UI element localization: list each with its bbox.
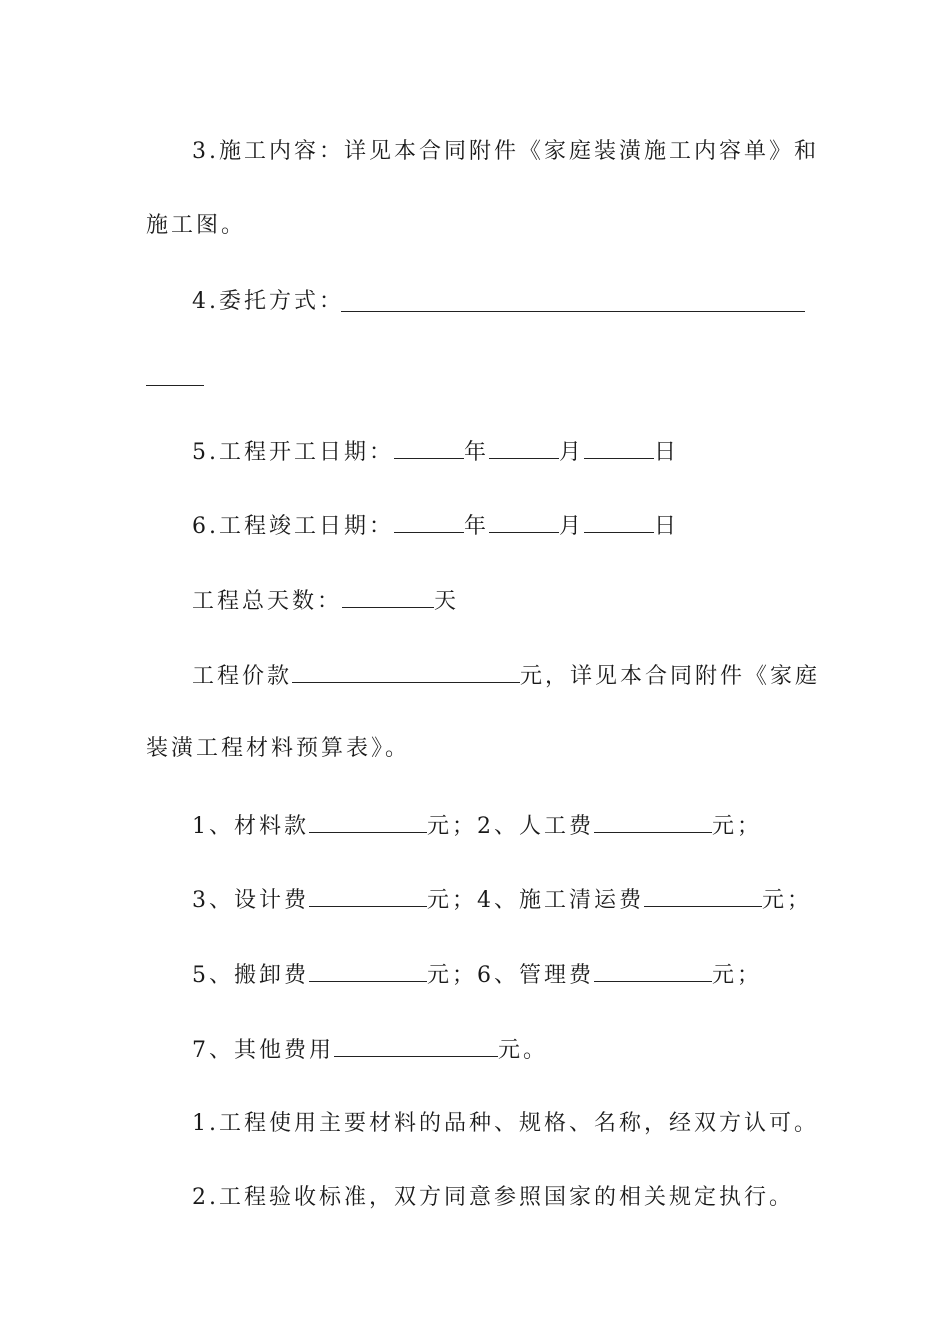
acceptance-clause-2-text: 2.工程验收标准，双方同意参照国家的相关规定执行。 [192, 1185, 794, 1210]
fee-row-2 [192, 884, 812, 916]
fee-unit: 元； [712, 963, 763, 988]
day-label: 日 [654, 514, 680, 539]
clause-3-cont-text: 施工图。 [146, 213, 247, 238]
clause-3-construction-content [192, 137, 819, 167]
end-day-blank[interactable] [584, 510, 654, 533]
fee-row-3 [192, 959, 762, 991]
entrust-method-blank[interactable] [341, 311, 805, 312]
entrust-method-blank-continued[interactable] [146, 385, 204, 386]
year-label: 年 [464, 440, 490, 465]
moving-fee-label: 5、搬卸费 [192, 963, 309, 988]
clause-4-label: 4.委托方式： [192, 289, 344, 314]
materials-clause-1-text: 1.工程使用主要材料的品种、规格、名称，经双方认可。 [192, 1111, 819, 1136]
management-fee-label: 元；6、管理费 [427, 963, 594, 988]
other-fee-blank[interactable] [334, 1034, 498, 1057]
month-label: 月 [559, 440, 585, 465]
project-price-blank[interactable] [292, 660, 520, 683]
fee-unit: 元； [712, 814, 763, 839]
total-days-blank[interactable] [342, 585, 434, 608]
project-price-suffix: 元，详见本合同附件《家庭 [520, 664, 821, 689]
end-month-blank[interactable] [489, 510, 559, 533]
material-fee-blank[interactable] [309, 810, 427, 833]
total-days-line [192, 585, 459, 617]
design-fee-blank[interactable] [309, 884, 427, 907]
project-price-continuation [146, 734, 410, 764]
clause-3-text: 3.施工内容：详见本合同附件《家庭装潢施工内容单》和 [192, 139, 819, 164]
fee-row-1 [192, 810, 762, 842]
start-month-blank[interactable] [489, 436, 559, 459]
project-price-line [192, 660, 820, 692]
start-day-blank[interactable] [584, 436, 654, 459]
labor-fee-label: 元；2、人工费 [427, 814, 594, 839]
cleanup-fee-label: 元；4、施工清运费 [427, 888, 644, 913]
materials-clause-1 [192, 1109, 819, 1139]
budget-table-ref: 装潢工程材料预算表》。 [146, 736, 411, 761]
fee-unit-end: 元。 [498, 1038, 549, 1063]
days-unit: 天 [434, 589, 460, 614]
cleanup-fee-blank[interactable] [644, 884, 762, 907]
day-label: 日 [654, 440, 680, 465]
acceptance-clause-2 [192, 1183, 794, 1213]
design-fee-label: 3、设计费 [192, 888, 309, 913]
project-price-label: 工程价款 [192, 664, 293, 689]
clause-5-start-date [192, 436, 679, 468]
clause-3-continuation [146, 211, 246, 241]
start-year-blank[interactable] [394, 436, 464, 459]
total-days-label: 工程总天数： [192, 589, 343, 614]
end-year-blank[interactable] [394, 510, 464, 533]
start-date-label: 5.工程开工日期： [192, 440, 394, 465]
other-fee-label: 7、其他费用 [192, 1038, 334, 1063]
material-fee-label: 1、材料款 [192, 814, 309, 839]
management-fee-blank[interactable] [594, 959, 712, 982]
fee-row-4 [192, 1034, 548, 1066]
end-date-label: 6.工程竣工日期： [192, 514, 394, 539]
labor-fee-blank[interactable] [594, 810, 712, 833]
moving-fee-blank[interactable] [309, 959, 427, 982]
clause-4-entrust-method [192, 287, 344, 317]
clause-6-end-date [192, 510, 679, 542]
year-label: 年 [464, 514, 490, 539]
fee-unit: 元； [762, 888, 813, 913]
month-label: 月 [559, 514, 585, 539]
